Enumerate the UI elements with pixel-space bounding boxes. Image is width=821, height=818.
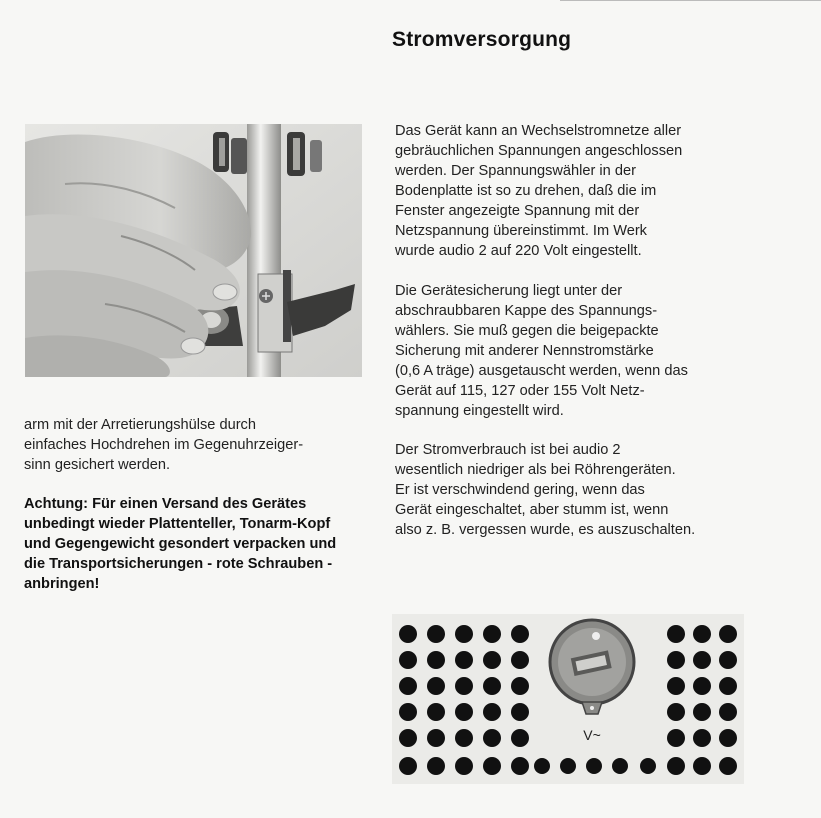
vent-hole (511, 757, 529, 775)
voltage-symbol: V~ (583, 727, 601, 743)
vent-hole (667, 651, 685, 669)
paragraph-voltage: Das Gerät kann an Wechselstromnetze aller gebräuchlichen Spannungen angeschlossen werden. Der Spannungswähler in der Bodenplatte ist so zu drehen, daß die im Fenster angezeigte Spannung mit der Netzspannung übereinstimmt. Im Werk wurde audio 2 auf 220 Volt eingestellt. (395, 123, 683, 259)
page-title: Stromversorgung (392, 28, 572, 51)
vent-hole (455, 651, 473, 669)
vent-hole (511, 625, 529, 643)
vent-hole (612, 758, 628, 774)
vent-hole (667, 625, 685, 643)
vent-hole (719, 729, 737, 747)
vent-hole (483, 651, 501, 669)
vent-hole (693, 625, 711, 643)
vent-hole (427, 757, 445, 775)
paragraph-consumption: Der Stromverbrauch ist bei audio 2 wesentlich niedriger als bei Röhrengeräten. Er ist verschwindend gering, wenn das Gerät eingeschaltet, aber stumm ist, wenn also z. B. vergessen wurde, es auszuschalten. (395, 442, 696, 538)
vent-hole (399, 757, 417, 775)
vent-hole (667, 703, 685, 721)
hand-photo-image (25, 124, 362, 377)
vent-hole (511, 703, 529, 721)
vent-hole (483, 757, 501, 775)
voltage-selector-image (392, 614, 744, 784)
vent-hole (455, 729, 473, 747)
vent-hole (399, 729, 417, 747)
vent-hole (455, 677, 473, 695)
vent-hole (511, 651, 529, 669)
vent-hole (693, 757, 711, 775)
vent-hole (399, 651, 417, 669)
vent-hole (427, 729, 445, 747)
vent-hole (427, 651, 445, 669)
vent-hole (483, 703, 501, 721)
vent-hole (399, 625, 417, 643)
vent-hole (719, 625, 737, 643)
vent-hole (399, 677, 417, 695)
vent-hole (667, 757, 685, 775)
top-rule (560, 0, 821, 1)
hand-photo (25, 124, 362, 377)
vent-hole (427, 677, 445, 695)
vent-hole (586, 758, 602, 774)
vent-hole (483, 677, 501, 695)
vent-hole (455, 625, 473, 643)
vent-hole (534, 758, 550, 774)
vent-hole (693, 729, 711, 747)
vent-hole (455, 703, 473, 721)
vent-hole (693, 651, 711, 669)
vent-hole (483, 729, 501, 747)
vent-hole (427, 625, 445, 643)
vent-hole (667, 677, 685, 695)
vent-hole (399, 703, 417, 721)
vent-hole (693, 677, 711, 695)
vent-hole (719, 703, 737, 721)
vent-hole (719, 677, 737, 695)
photo-caption: arm mit der Arretierungshülse durch einfaches Hochdrehen im Gegenuhrzeiger- sinn gesichert werden. (24, 417, 304, 473)
vent-hole (427, 703, 445, 721)
voltage-selector-photo (392, 614, 744, 784)
vent-hole (719, 651, 737, 669)
vent-hole (511, 677, 529, 695)
vent-hole (719, 757, 737, 775)
vent-hole (560, 758, 576, 774)
vent-hole (483, 625, 501, 643)
vent-hole (640, 758, 656, 774)
vent-hole (667, 729, 685, 747)
shipping-warning: Achtung: Für einen Versand des Gerätes unbedingt wieder Plattenteller, Tonarm-Kopf und Gegengewicht gesondert verpacken und die Transportsicherungen - rote Schrauben - anbringen! (24, 496, 337, 592)
vent-hole (511, 729, 529, 747)
paragraph-fuse: Die Gerätesicherung liegt unter der abschraubbaren Kappe des Spannungs- wählers. Sie muß gegen die beigepackte Sicherung mit anderer Nennstromstärke (0,6 A träge) ausgetauscht werden, wenn das Gerät auf 115, 127 oder 155 Volt Netz- spannung eingestellt wird. (395, 283, 688, 419)
vent-hole (455, 757, 473, 775)
vent-hole (693, 703, 711, 721)
